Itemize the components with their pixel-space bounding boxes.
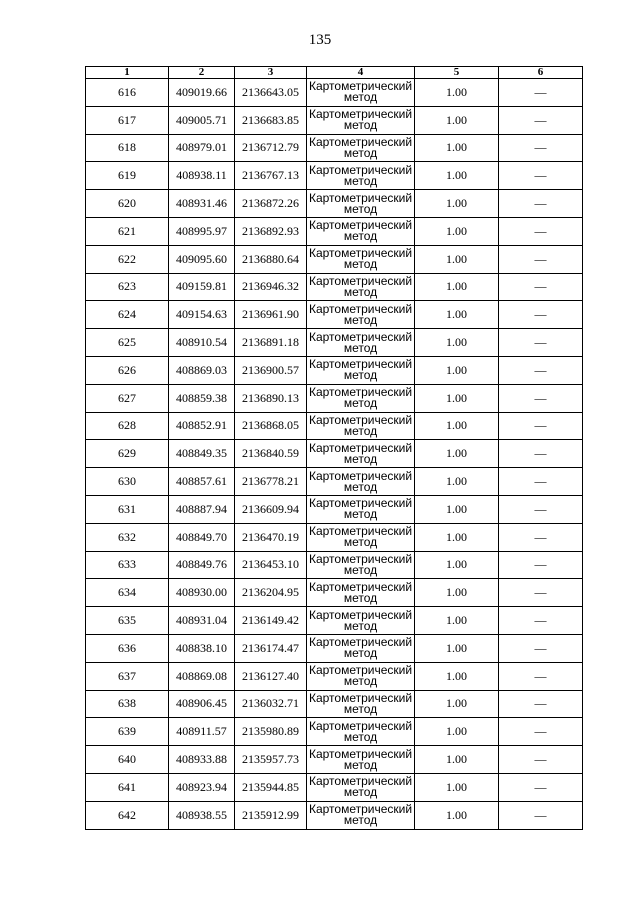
table-row	[86, 523, 583, 551]
point-number-cell: 622	[86, 245, 169, 273]
x-coordinate-cell: 408849.76	[169, 551, 235, 579]
accuracy-cell: 1.00	[415, 551, 499, 579]
accuracy-cell: 1.00	[415, 495, 499, 523]
header-col-3: 3	[235, 67, 307, 79]
table-row	[86, 217, 583, 245]
x-coordinate-cell: 408869.08	[169, 662, 235, 690]
x-coordinate-cell: 408910.54	[169, 329, 235, 357]
x-coordinate-cell: 408852.91	[169, 412, 235, 440]
y-coordinate-cell: 2136643.05	[235, 79, 307, 107]
y-coordinate-cell: 2136470.19	[235, 523, 307, 551]
table-row	[86, 301, 583, 329]
note-cell: —	[499, 134, 583, 162]
point-number-cell: 618	[86, 134, 169, 162]
y-coordinate-cell: 2136174.47	[235, 634, 307, 662]
y-coordinate-cell: 2136032.71	[235, 690, 307, 718]
method-cell	[307, 301, 415, 329]
point-number-cell: 629	[86, 440, 169, 468]
method-line-2: метод	[343, 646, 378, 661]
y-coordinate-cell: 2136900.57	[235, 356, 307, 384]
point-number-cell: 628	[86, 412, 169, 440]
method-line-2: метод	[343, 785, 378, 800]
x-coordinate-cell: 408938.11	[169, 162, 235, 190]
header-col-2: 2	[169, 67, 235, 79]
y-coordinate-cell: 2136872.26	[235, 190, 307, 218]
method-cell	[307, 134, 415, 162]
method-cell	[307, 746, 415, 774]
x-coordinate-cell: 408930.00	[169, 579, 235, 607]
note-cell: —	[499, 523, 583, 551]
note-cell: —	[499, 412, 583, 440]
table-row	[86, 356, 583, 384]
accuracy-cell: 1.00	[415, 801, 499, 829]
method-line-2: метод	[343, 590, 378, 605]
point-number-cell: 642	[86, 801, 169, 829]
table-row	[86, 690, 583, 718]
y-coordinate-cell: 2135957.73	[235, 746, 307, 774]
note-cell: —	[499, 773, 583, 801]
method-line-1: Картометрический	[308, 412, 413, 427]
accuracy-cell: 1.00	[415, 690, 499, 718]
method-line-2: метод	[343, 396, 378, 411]
method-cell	[307, 162, 415, 190]
table-row	[86, 579, 583, 607]
method-line-2: метод	[343, 118, 378, 133]
method-cell	[307, 690, 415, 718]
point-number-cell: 636	[86, 634, 169, 662]
method-line-1: Картометрический	[308, 663, 413, 678]
method-line-1: Картометрический	[308, 357, 413, 372]
method-cell	[307, 329, 415, 357]
header-col-1: 1	[86, 67, 169, 79]
note-cell: —	[499, 190, 583, 218]
note-cell: —	[499, 106, 583, 134]
point-number-cell: 640	[86, 746, 169, 774]
method-line-1: Картометрический	[308, 690, 413, 705]
note-cell: —	[499, 718, 583, 746]
point-number-cell: 630	[86, 468, 169, 496]
x-coordinate-cell: 408859.38	[169, 384, 235, 412]
header-col-5: 5	[415, 67, 499, 79]
note-cell: —	[499, 607, 583, 635]
method-cell	[307, 579, 415, 607]
method-line-2: метод	[343, 729, 378, 744]
method-line-1: Картометрический	[308, 774, 413, 789]
method-cell	[307, 801, 415, 829]
method-cell	[307, 773, 415, 801]
method-cell	[307, 190, 415, 218]
y-coordinate-cell: 2136127.40	[235, 662, 307, 690]
x-coordinate-cell: 409154.63	[169, 301, 235, 329]
point-number-cell: 616	[86, 79, 169, 107]
header-col-4: 4	[307, 67, 415, 79]
method-line-2: метод	[343, 368, 378, 383]
table-row	[86, 134, 583, 162]
accuracy-cell: 1.00	[415, 773, 499, 801]
y-coordinate-cell: 2135944.85	[235, 773, 307, 801]
table-body	[86, 79, 583, 830]
point-number-cell: 637	[86, 662, 169, 690]
accuracy-cell: 1.00	[415, 634, 499, 662]
y-coordinate-cell: 2136892.93	[235, 217, 307, 245]
note-cell: —	[499, 551, 583, 579]
method-line-2: метод	[343, 423, 378, 438]
y-coordinate-cell: 2136890.13	[235, 384, 307, 412]
x-coordinate-cell: 408923.94	[169, 773, 235, 801]
method-line-2: метод	[343, 229, 378, 244]
accuracy-cell: 1.00	[415, 329, 499, 357]
table-row	[86, 190, 583, 218]
method-line-1: Картометрический	[308, 162, 413, 177]
table-header-row	[86, 67, 583, 79]
note-cell: —	[499, 579, 583, 607]
x-coordinate-cell: 408931.04	[169, 607, 235, 635]
y-coordinate-cell: 2136840.59	[235, 440, 307, 468]
accuracy-cell: 1.00	[415, 468, 499, 496]
accuracy-cell: 1.00	[415, 718, 499, 746]
note-cell: —	[499, 245, 583, 273]
x-coordinate-cell: 408995.97	[169, 217, 235, 245]
accuracy-cell: 1.00	[415, 245, 499, 273]
method-cell	[307, 106, 415, 134]
point-number-cell: 641	[86, 773, 169, 801]
table-row	[86, 634, 583, 662]
x-coordinate-cell: 409159.81	[169, 273, 235, 301]
note-cell: —	[499, 440, 583, 468]
method-line-1: Картометрический	[308, 635, 413, 650]
x-coordinate-cell: 408979.01	[169, 134, 235, 162]
accuracy-cell: 1.00	[415, 162, 499, 190]
table-row	[86, 662, 583, 690]
method-line-1: Картометрический	[308, 802, 413, 817]
method-line-2: метод	[343, 618, 378, 633]
table-row	[86, 440, 583, 468]
y-coordinate-cell: 2136868.05	[235, 412, 307, 440]
point-number-cell: 635	[86, 607, 169, 635]
method-line-2: метод	[343, 451, 378, 466]
method-cell	[307, 607, 415, 635]
method-line-1: Картометрический	[308, 496, 413, 511]
method-line-1: Картометрический	[308, 440, 413, 455]
point-number-cell: 639	[86, 718, 169, 746]
point-number-cell: 619	[86, 162, 169, 190]
x-coordinate-cell: 409019.66	[169, 79, 235, 107]
x-coordinate-cell: 408869.03	[169, 356, 235, 384]
note-cell: —	[499, 468, 583, 496]
point-number-cell: 620	[86, 190, 169, 218]
point-number-cell: 625	[86, 329, 169, 357]
x-coordinate-cell: 408911.57	[169, 718, 235, 746]
accuracy-cell: 1.00	[415, 273, 499, 301]
point-number-cell: 633	[86, 551, 169, 579]
method-cell	[307, 523, 415, 551]
x-coordinate-cell: 408857.61	[169, 468, 235, 496]
x-coordinate-cell: 409095.60	[169, 245, 235, 273]
method-cell	[307, 440, 415, 468]
method-cell	[307, 634, 415, 662]
coordinates-table	[85, 66, 583, 830]
method-line-1: Картометрический	[308, 718, 413, 733]
method-line-1: Картометрический	[308, 273, 413, 288]
method-line-1: Картометрический	[308, 385, 413, 400]
y-coordinate-cell: 2136609.94	[235, 495, 307, 523]
note-cell: —	[499, 79, 583, 107]
method-cell	[307, 551, 415, 579]
method-line-1: Картометрический	[308, 134, 413, 149]
accuracy-cell: 1.00	[415, 301, 499, 329]
method-line-1: Картометрический	[308, 329, 413, 344]
accuracy-cell: 1.00	[415, 79, 499, 107]
table-row	[86, 468, 583, 496]
table-row	[86, 718, 583, 746]
table-row	[86, 773, 583, 801]
method-line-2: метод	[343, 535, 378, 550]
method-line-2: метод	[343, 284, 378, 299]
method-line-2: метод	[343, 312, 378, 327]
accuracy-cell: 1.00	[415, 356, 499, 384]
accuracy-cell: 1.00	[415, 746, 499, 774]
method-line-1: Картометрический	[308, 107, 413, 122]
y-coordinate-cell: 2136961.90	[235, 301, 307, 329]
note-cell: —	[499, 301, 583, 329]
y-coordinate-cell: 2136712.79	[235, 134, 307, 162]
method-cell	[307, 245, 415, 273]
method-cell	[307, 217, 415, 245]
y-coordinate-cell: 2135980.89	[235, 718, 307, 746]
table-row	[86, 412, 583, 440]
point-number-cell: 632	[86, 523, 169, 551]
table-row	[86, 746, 583, 774]
accuracy-cell: 1.00	[415, 106, 499, 134]
method-cell	[307, 495, 415, 523]
method-line-1: Картометрический	[308, 607, 413, 622]
y-coordinate-cell: 2136778.21	[235, 468, 307, 496]
point-number-cell: 623	[86, 273, 169, 301]
note-cell: —	[499, 495, 583, 523]
method-line-2: метод	[343, 813, 378, 828]
method-line-2: метод	[343, 701, 378, 716]
note-cell: —	[499, 690, 583, 718]
point-number-cell: 634	[86, 579, 169, 607]
x-coordinate-cell: 408849.35	[169, 440, 235, 468]
table-row	[86, 273, 583, 301]
method-cell	[307, 273, 415, 301]
y-coordinate-cell: 2136891.18	[235, 329, 307, 357]
method-line-1: Картометрический	[308, 524, 413, 539]
y-coordinate-cell: 2136946.32	[235, 273, 307, 301]
method-cell	[307, 662, 415, 690]
accuracy-cell: 1.00	[415, 579, 499, 607]
method-line-1: Картометрический	[308, 79, 413, 94]
method-cell	[307, 718, 415, 746]
y-coordinate-cell: 2136453.10	[235, 551, 307, 579]
method-line-1: Картометрический	[308, 746, 413, 761]
method-line-2: метод	[343, 562, 378, 577]
table-row	[86, 551, 583, 579]
accuracy-cell: 1.00	[415, 523, 499, 551]
point-number-cell: 638	[86, 690, 169, 718]
method-cell	[307, 384, 415, 412]
method-line-2: метод	[343, 201, 378, 216]
method-line-1: Картометрический	[308, 246, 413, 261]
table-row	[86, 495, 583, 523]
method-line-2: метод	[343, 90, 378, 105]
x-coordinate-cell: 408906.45	[169, 690, 235, 718]
accuracy-cell: 1.00	[415, 384, 499, 412]
y-coordinate-cell: 2136880.64	[235, 245, 307, 273]
accuracy-cell: 1.00	[415, 440, 499, 468]
page-number: 135	[308, 32, 332, 48]
x-coordinate-cell: 408838.10	[169, 634, 235, 662]
method-line-2: метод	[343, 145, 378, 160]
method-line-1: Картометрический	[308, 468, 413, 483]
note-cell: —	[499, 273, 583, 301]
note-cell: —	[499, 801, 583, 829]
method-line-2: метод	[343, 257, 378, 272]
table-row	[86, 801, 583, 829]
method-line-2: метод	[343, 757, 378, 772]
x-coordinate-cell: 408931.46	[169, 190, 235, 218]
x-coordinate-cell: 408933.88	[169, 746, 235, 774]
x-coordinate-cell: 408887.94	[169, 495, 235, 523]
method-cell	[307, 356, 415, 384]
point-number-cell: 627	[86, 384, 169, 412]
accuracy-cell: 1.00	[415, 607, 499, 635]
table-row	[86, 329, 583, 357]
table-row	[86, 106, 583, 134]
y-coordinate-cell: 2135912.99	[235, 801, 307, 829]
note-cell: —	[499, 162, 583, 190]
table-row	[86, 607, 583, 635]
point-number-cell: 631	[86, 495, 169, 523]
note-cell: —	[499, 356, 583, 384]
accuracy-cell: 1.00	[415, 190, 499, 218]
note-cell: —	[499, 662, 583, 690]
point-number-cell: 621	[86, 217, 169, 245]
table-row	[86, 245, 583, 273]
accuracy-cell: 1.00	[415, 412, 499, 440]
note-cell: —	[499, 746, 583, 774]
point-number-cell: 617	[86, 106, 169, 134]
method-line-2: метод	[343, 340, 378, 355]
note-cell: —	[499, 384, 583, 412]
method-line-2: метод	[343, 507, 378, 522]
method-cell	[307, 412, 415, 440]
method-line-1: Картометрический	[308, 579, 413, 594]
x-coordinate-cell: 408938.55	[169, 801, 235, 829]
table-row	[86, 162, 583, 190]
accuracy-cell: 1.00	[415, 662, 499, 690]
x-coordinate-cell: 408849.70	[169, 523, 235, 551]
table-row	[86, 384, 583, 412]
y-coordinate-cell: 2136767.13	[235, 162, 307, 190]
header-col-6: 6	[499, 67, 583, 79]
y-coordinate-cell: 2136683.85	[235, 106, 307, 134]
method-cell	[307, 468, 415, 496]
method-line-1: Картометрический	[308, 551, 413, 566]
point-number-cell: 626	[86, 356, 169, 384]
method-line-1: Картометрический	[308, 218, 413, 233]
method-line-2: метод	[343, 479, 378, 494]
method-line-2: метод	[343, 674, 378, 689]
point-number-cell: 624	[86, 301, 169, 329]
note-cell: —	[499, 217, 583, 245]
method-line-2: метод	[343, 173, 378, 188]
accuracy-cell: 1.00	[415, 134, 499, 162]
note-cell: —	[499, 634, 583, 662]
y-coordinate-cell: 2136204.95	[235, 579, 307, 607]
table-row	[86, 79, 583, 107]
method-cell	[307, 79, 415, 107]
x-coordinate-cell: 409005.71	[169, 106, 235, 134]
method-line-1: Картометрический	[308, 190, 413, 205]
y-coordinate-cell: 2136149.42	[235, 607, 307, 635]
accuracy-cell: 1.00	[415, 217, 499, 245]
note-cell: —	[499, 329, 583, 357]
method-line-1: Картометрический	[308, 301, 413, 316]
